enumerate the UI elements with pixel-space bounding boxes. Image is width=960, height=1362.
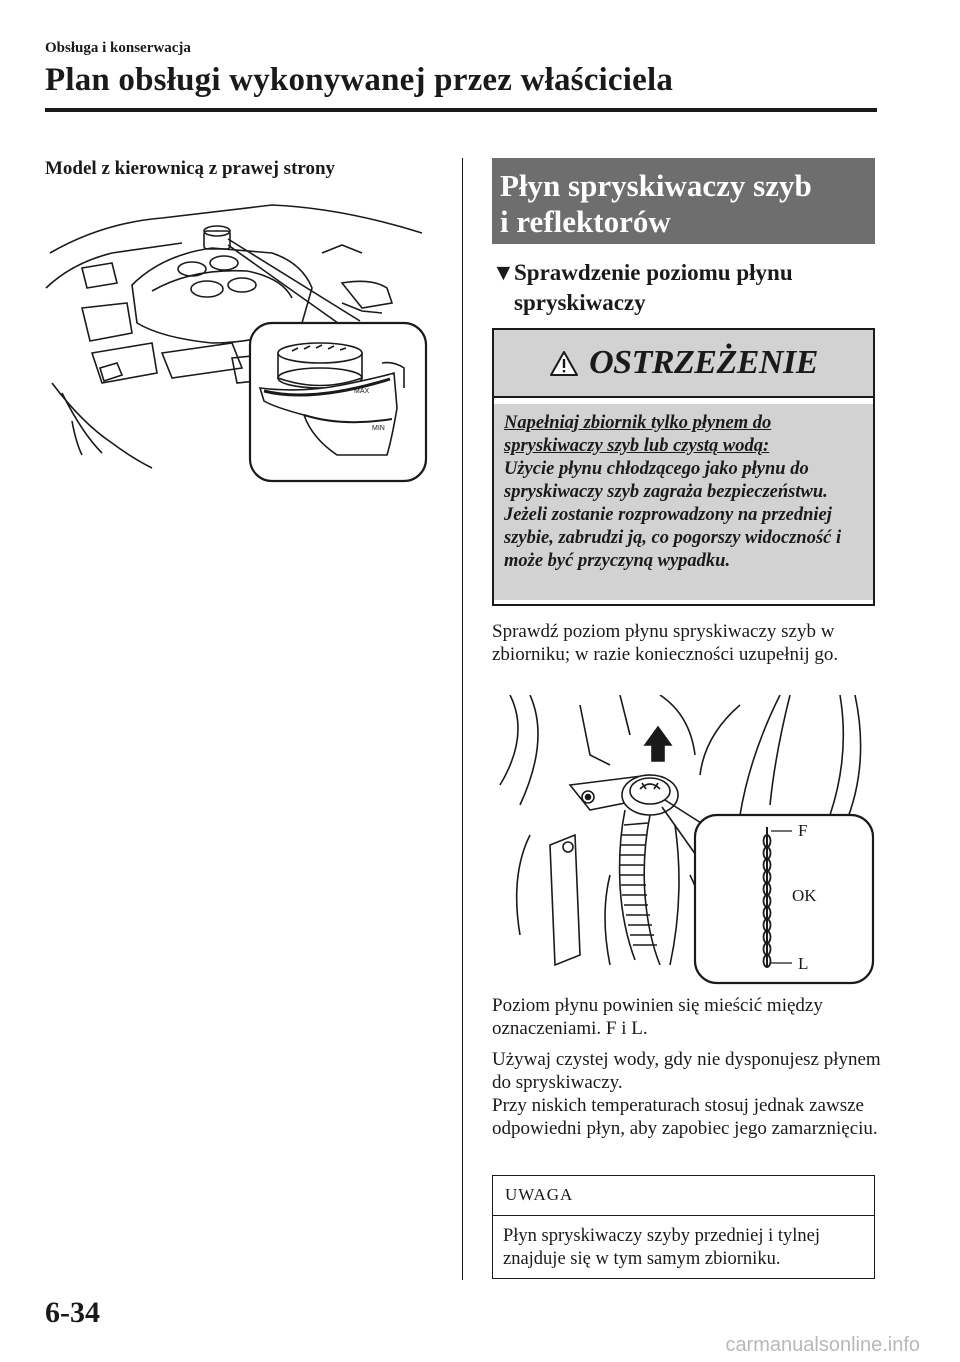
usage-paragraph-line2: Przy niskich temperaturach stosuj jednak zawsze odpowiedni płyn, aby zapobiec jego zamarznięciu. [492,1095,878,1139]
washer-reservoir-illustration [490,695,876,985]
usage-paragraph [492,1048,882,1140]
section-title-line2: i reflektorów [500,204,671,239]
watermark: carmanualsonline.info [725,1334,920,1356]
section-title-line1: Płyn spryskiwaczy szyb [500,168,812,203]
low-mark-label: L [798,954,809,973]
warning-triangle-icon [549,350,579,377]
subheading-text: Sprawdzenie poziomu płynu spryskiwaczy [514,260,793,315]
warning-header [494,330,873,398]
note-text: Płyn spryskiwaczy szyby przedniej i tylnej znajduje się w tym samym zbiorniku. [503,1226,821,1269]
figure-caption: Model z kierownicą z prawej strony [45,158,336,179]
instruction-paragraph: Sprawdź poziom płynu spryskiwaczy szyb w zbiorniku; w razie konieczności uzupełnij go. [492,621,839,665]
warning-text: Użycie płynu chłodzącego jako płynu do spryskiwaczy szyb zagraża bezpieczeństwu. Jeżeli zostanie rozprowadzony na przedniej szybie, zabrudzi ją, co pogorszy widoczność i może być przyczyną wypadku. [504,459,842,571]
ok-mark-label: OK [792,886,817,905]
min-label: MIN [372,425,385,432]
engine-bay-illustration [42,193,432,485]
title-rule [45,108,877,112]
section-label: Obsługa i konserwacja [45,40,191,56]
warning-emphasis: Napełniaj zbiornik tylko płynem do spryskiwaczy szyb lub czystą wodą: [504,413,772,456]
page-number: 6-34 [45,1296,100,1329]
warning-title: OSTRZEŻENIE [589,344,818,381]
usage-paragraph-line1: Używaj czystej wody, gdy nie dysponujesz płynem do spryskiwaczy. [492,1049,881,1093]
page-title: Plan obsługi wykonywanej przez właściciela [45,62,674,98]
triangle-marker-icon: ▼ [492,260,515,285]
warning-box [492,328,875,606]
warning-body [494,404,873,600]
max-label: MAX [354,388,370,395]
subheading [492,258,872,318]
note-box [492,1175,875,1279]
note-title: UWAGA [493,1176,874,1216]
column-divider [462,158,463,1280]
section-title-banner [492,158,875,244]
level-paragraph: Poziom płynu powinien się mieścić między oznaczeniami. F i L. [492,995,823,1039]
full-mark-label: F [798,821,808,840]
